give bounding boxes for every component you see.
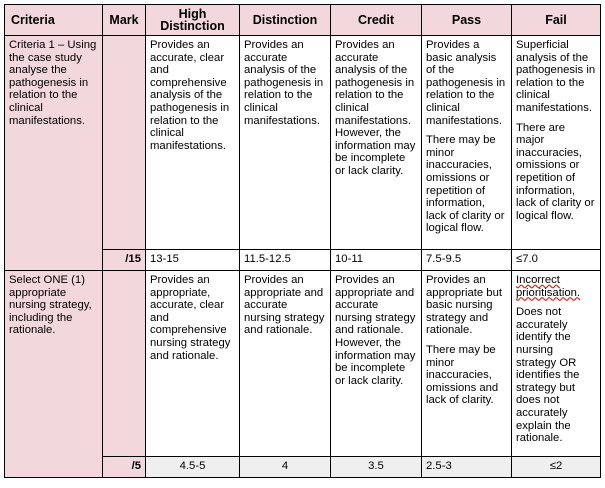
criterion-2-label	[5, 271, 103, 478]
criterion-1-fail-p2: There are major inaccuracies, omissions or repetition of information, lack of clarity or logical flow.	[516, 121, 595, 222]
header-high-distinction	[146, 5, 240, 36]
criterion-2-range-credit: 3.5	[331, 457, 422, 478]
header-pass: Pass	[422, 5, 512, 36]
criterion-1-label	[5, 36, 103, 271]
criterion-1-credit: Provides an accurate analysis of the pathogenesis in relation to the clinical manifestations. However, the information may be incomplete or lack clarity.	[331, 36, 422, 250]
header-high-distinction-label: High Distinction	[160, 6, 225, 33]
criterion-1-mark: /15	[103, 250, 146, 271]
criterion-2-fail	[512, 271, 601, 457]
criterion-2-high-distinction: Provides an appropriate, accurate, clear and comprehensive nursing strategy and rationale.	[146, 271, 240, 457]
criterion-2-text: Select ONE (1) appropriate nursing strategy, including the rationale.	[9, 274, 92, 337]
criterion-2-range-pass: 2.5-3	[422, 457, 512, 478]
header-credit: Credit	[331, 5, 422, 36]
criterion-2-range-distinction: 4	[240, 457, 331, 478]
criterion-2-fail-p1: Incorrect prioritisation.	[516, 274, 581, 299]
criterion-1-pass	[422, 36, 512, 250]
criterion-2-descriptor-row	[5, 271, 601, 457]
criterion-1-text: Criteria 1 – Using the case study analyse the pathogenesis in relation to the clinical manifestations.	[9, 39, 97, 127]
criterion-2-pass-p2: There may be minor inaccuracies, omissions and lack of clarity.	[426, 343, 499, 407]
criterion-1-pass-p1: Provides a basic analysis of the pathogenesis in relation to the clinical manifestations.	[426, 39, 506, 127]
header-criteria: Criteria	[5, 5, 103, 36]
criterion-1-range-credit: 10-11	[331, 250, 422, 271]
criterion-2-range-fail: ≤2	[512, 457, 601, 478]
header-distinction: Distinction	[240, 5, 331, 36]
criterion-1-range-high-distinction: 13-15	[146, 250, 240, 271]
criterion-2-mark-blank	[103, 271, 146, 457]
criterion-1-fail	[512, 36, 601, 250]
criterion-1-distinction: Provides an accurate analysis of the pathogenesis in relation to the clinical manifestations.	[240, 36, 331, 250]
marking-rubric-table	[4, 4, 601, 478]
criterion-1-fail-p1: Superficial analysis of the pathogenesis in relation to the clinical manifestations.	[516, 39, 596, 114]
criterion-2-credit: Provides an appropriate and accurate nursing strategy and rationale. However, the information may be incomplete or lack clarity.	[331, 271, 422, 457]
criterion-1-mark-blank	[103, 36, 146, 250]
criterion-2-fail-p2: Does not accurately identify the nursing strategy OR identifies the strategy but does not accurately explain the rationale.	[516, 306, 580, 445]
criterion-1-pass-p2: There may be minor inaccuracies, omissions or repetition of information, lack of clarity or logical flow.	[426, 134, 505, 235]
criterion-2-pass-p1: Provides an appropriate but basic nursing strategy and rationale.	[426, 274, 502, 337]
criterion-2-distinction: Provides an appropriate and accurate nursing strategy and rationale.	[240, 271, 331, 457]
criterion-1-range-distinction: 11.5-12.5	[240, 250, 331, 271]
criterion-1-descriptor-row	[5, 36, 601, 250]
header-mark: Mark	[103, 5, 146, 36]
criterion-1-range-fail: ≤7.0	[512, 250, 601, 271]
header-fail: Fail	[512, 5, 601, 36]
criterion-1-range-pass: 7.5-9.5	[422, 250, 512, 271]
criterion-2-range-high-distinction: 4.5-5	[146, 457, 240, 478]
criterion-2-pass	[422, 271, 512, 457]
criterion-2-mark: /5	[103, 457, 146, 478]
criterion-1-high-distinction: Provides an accurate, clear and comprehensive analysis of the pathogenesis in relation to the clinical manifestations.	[146, 36, 240, 250]
header-row	[5, 5, 601, 36]
